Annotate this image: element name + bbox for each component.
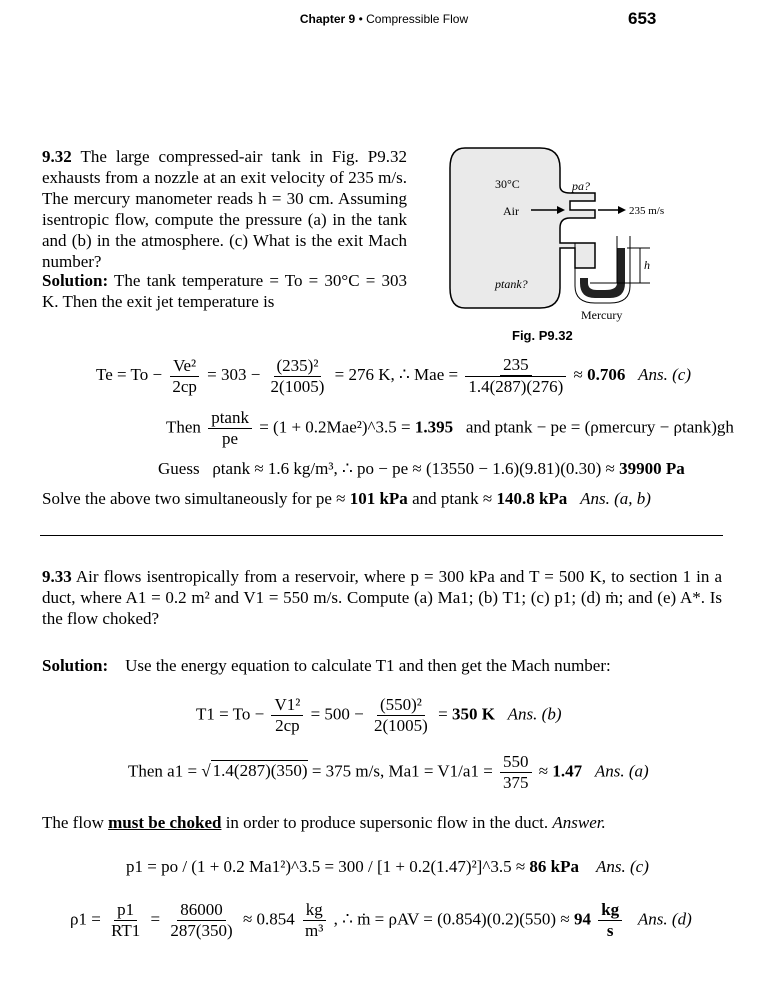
fraction — [268, 356, 328, 397]
answer-value: 0.706 — [587, 364, 626, 384]
answer-value: 1.47 — [552, 761, 583, 781]
denominator: RT1 — [111, 921, 141, 940]
equation-t1 — [196, 695, 562, 736]
eq-text: = 375 m/s, Ma1 = V1/a1 = — [311, 761, 493, 781]
denominator: 1.4(287)(276) — [465, 376, 566, 397]
eq-text: ρ1 = — [70, 909, 101, 929]
fraction — [167, 900, 235, 941]
answer-label: Ans. (d) — [637, 909, 692, 929]
section-title: Compressible Flow — [366, 12, 469, 26]
divider — [40, 535, 723, 536]
eq-text: ρtank ≈ 1.6 kg/m³, ∴ po − pe ≈ (13550 − 1.6)(9.81)(0.30) ≈ — [212, 459, 615, 478]
problem-text: The large compressed-air tank in Fig. P9.32 exhausts from a nozzle at an exit velocity of 235 m/s. The mercury manometer reads h = 30 cm. Assuming isentropic flow, compute the pressure (a) in the tank and (b) in the atmosphere. (c) What is the exit Mach number? — [42, 147, 407, 271]
page-number: 653 — [628, 9, 657, 28]
answer-value: 39900 Pa — [619, 459, 685, 478]
fraction — [598, 900, 622, 941]
denominator: s — [606, 921, 614, 940]
problem-number: 9.32 — [42, 147, 72, 166]
eq-text: T1 = To − — [196, 704, 265, 724]
fraction — [208, 408, 252, 449]
answer-label: Answer. — [552, 813, 606, 832]
temp-label: 30°C — [495, 177, 520, 191]
denominator: 2cp — [172, 376, 197, 396]
equation-guess — [158, 458, 685, 480]
eq-text: = — [438, 704, 448, 724]
answer-label: Ans. (c) — [638, 364, 691, 384]
mercury-label: Mercury — [581, 308, 623, 322]
velocity-label: 235 m/s — [629, 205, 665, 217]
denominator: pe — [222, 429, 239, 448]
problem-number: 9.33 — [42, 567, 72, 586]
eq-text: = 276 K, ∴ Mae = — [334, 364, 459, 384]
solution-label: Solution: — [42, 271, 109, 290]
eq-text: ≈ — [538, 761, 549, 781]
pa-label: pa? — [572, 179, 590, 193]
fraction — [169, 356, 200, 397]
problem-9-33-statement — [42, 566, 722, 629]
equation-ma1: Then a1 = √ 1.4(287)(350) = 375 m/s, Ma1 = V1/a1 = $\frac{550}{375}$ ≈ 1.47 Ans. (a) — [128, 752, 649, 792]
numerator: (550)² — [377, 695, 425, 716]
eq-text: = (1 + 0.2Mae²)^3.5 = — [259, 417, 411, 437]
air-label: Air — [503, 204, 519, 218]
sqrt-arg: 1.4(287)(350) — [212, 761, 308, 781]
eq-text: in order to produce supersonic flow in the duct. — [225, 813, 549, 832]
solution-text: The tank temperature = To = 30°C = 303 K. Then the exit jet temperature is — [42, 271, 407, 311]
eq-text: = — [150, 909, 161, 929]
numerator: V1² — [271, 695, 303, 716]
answer-value: 94 — [573, 909, 591, 929]
numerator: Ve² — [170, 356, 199, 377]
answer-value: 101 kPa — [349, 489, 408, 508]
answer-value: 140.8 kPa — [496, 489, 568, 508]
denominator: 2(1005) — [270, 376, 325, 396]
eq-text: Solve the above two simultaneously for pe ≈ — [42, 489, 346, 508]
numerator: ptank — [208, 408, 252, 429]
numerator: 550 — [500, 752, 532, 773]
chapter-label: Chapter 9 — [299, 12, 356, 26]
answer-label: Ans. (a) — [594, 761, 649, 781]
fraction — [108, 900, 143, 941]
answer-label: Ans. (a, b) — [580, 489, 651, 508]
denominator: 287(350) — [170, 921, 233, 940]
numerator: 86000 — [177, 900, 226, 921]
denominator: 2(1005) — [374, 716, 428, 735]
numerator: p1 — [114, 900, 137, 921]
answer-value: 1.395 — [414, 417, 454, 437]
fraction — [271, 695, 303, 736]
solution-label: Solution: — [42, 656, 109, 675]
eq-text: , ∴ ṁ = ρAV = (0.854)(0.2)(550) ≈ — [333, 909, 570, 929]
bullet: • — [358, 12, 363, 26]
eq-text: and ptank ≈ — [412, 489, 493, 508]
numerator: (235)² — [274, 356, 322, 377]
numerator: kg — [303, 900, 326, 921]
fraction — [371, 695, 431, 736]
solution-text: Use the energy equation to calculate T1 and then get the Mach number: — [125, 656, 611, 675]
eq-text: = 303 − — [207, 364, 261, 384]
eq-text: = 500 − — [310, 704, 364, 724]
figure-caption: Fig. P9.32 — [512, 328, 573, 343]
equation-pressure-ratio — [166, 408, 734, 449]
eq-text: p1 = po / (1 + 0.2 Ma1²)^3.5 = 300 / [1 + 0.2(1.47)²]^3.5 ≈ — [126, 857, 526, 876]
figure-p9-32 — [445, 138, 685, 326]
fraction — [465, 355, 566, 397]
denominator: 2cp — [275, 716, 300, 735]
solution-9-33-intro — [42, 655, 611, 677]
problem-text: Air flows isentropically from a reservoir, where p = 300 kPa and T = 500 K, to section 1 in a duct, where A1 = 0.2 m² and V1 = 550 m/s. Compute (a) Ma1; (b) T1; (c) p1; (d) ṁ; and (e) A*. Is the flow choked? — [42, 567, 723, 628]
equation-p1 — [126, 856, 649, 878]
choked-statement — [42, 812, 606, 834]
eq-text: ≈ 0.854 — [242, 909, 295, 929]
answer-label: Ans. (c) — [596, 857, 649, 876]
eq-text: The flow — [42, 813, 104, 832]
fraction — [302, 900, 326, 941]
problem-9-32-statement — [42, 146, 407, 272]
denominator: 375 — [503, 773, 529, 792]
eq-text: and ptank − pe = (ρmercury − ρtank)gh — [465, 417, 734, 437]
numerator: 235 — [500, 355, 532, 376]
h-label: h — [644, 258, 650, 272]
fraction — [500, 752, 532, 793]
answer-label: Ans. (b) — [507, 704, 562, 724]
emphasis: must be choked — [108, 813, 222, 832]
eq-text: ≈ — [573, 364, 583, 384]
solve-line — [42, 488, 651, 510]
eq-text: Guess — [158, 459, 200, 478]
numerator: kg — [598, 900, 622, 921]
equation-density-massflow — [70, 900, 692, 941]
denominator: m³ — [305, 921, 324, 940]
answer-value: 86 kPa — [529, 857, 579, 876]
equation-exit-temperature — [96, 355, 691, 397]
solution-9-32-intro — [42, 270, 407, 312]
eq-text: Then — [166, 417, 201, 437]
eq-text: Then a1 = — [128, 761, 198, 781]
eq-text: Te = To − — [96, 364, 163, 384]
ptank-label: ptank? — [495, 277, 528, 291]
answer-value: 350 K — [451, 704, 495, 724]
